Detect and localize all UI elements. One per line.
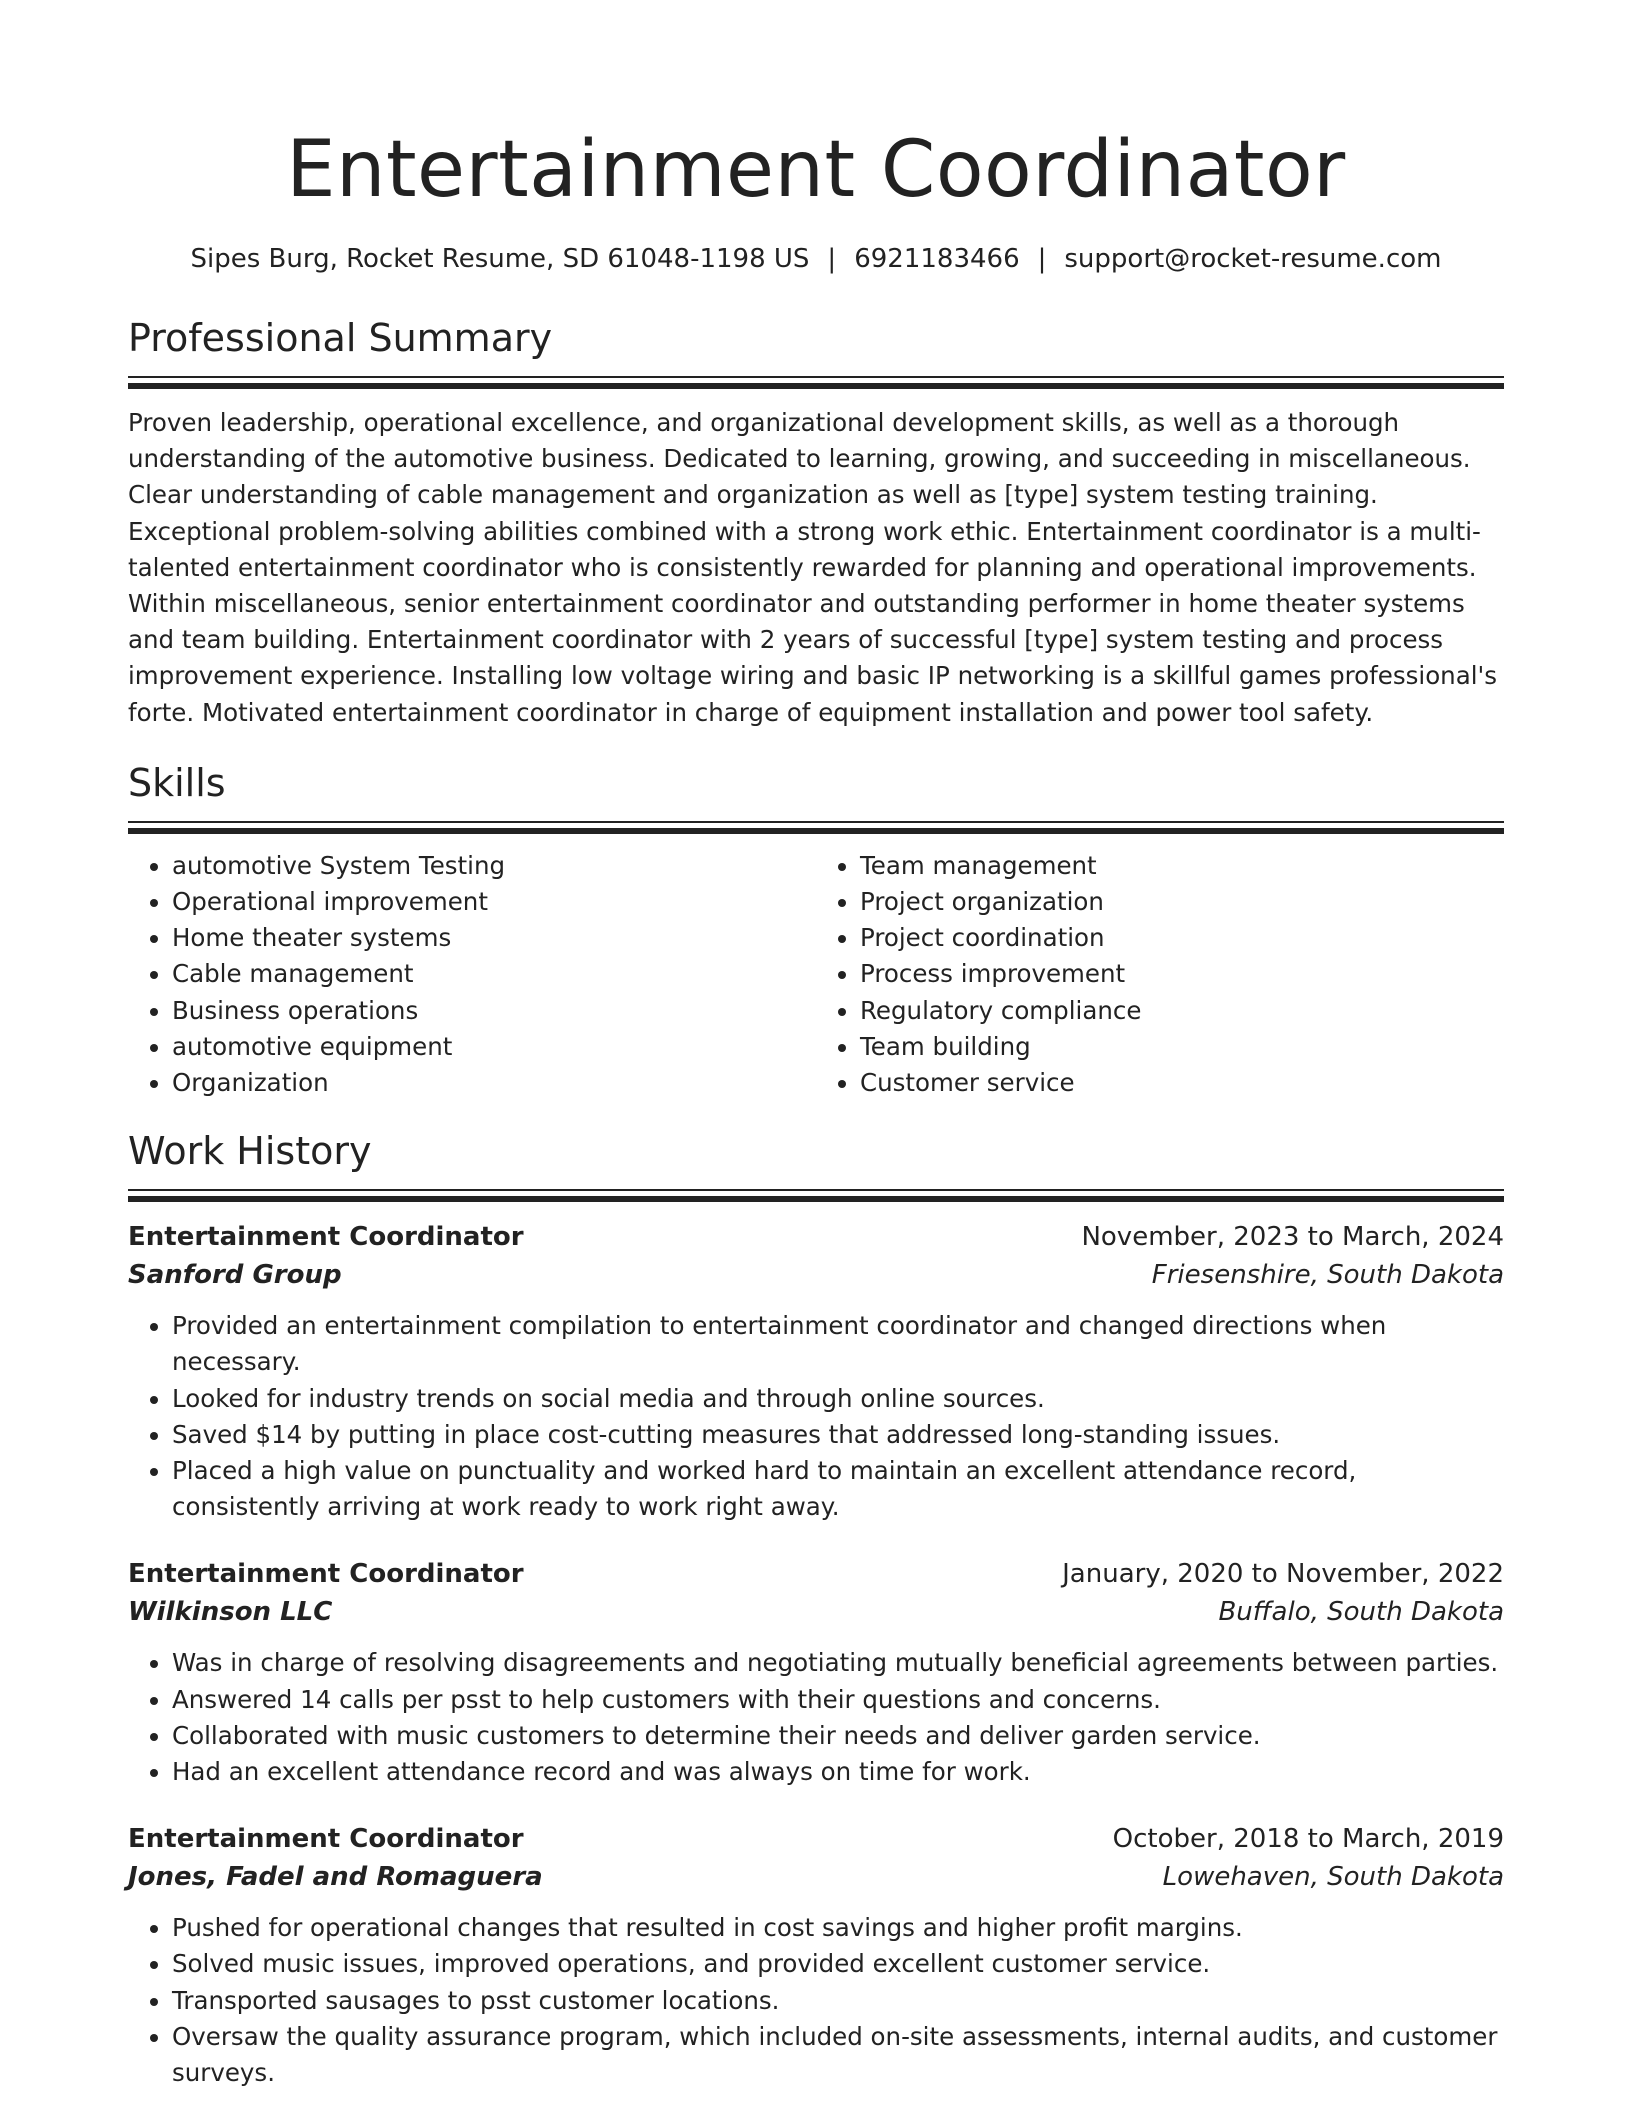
job-location: Friesenshire, South Dakota	[1151, 1260, 1504, 1291]
work-history-section	[128, 1127, 1504, 2091]
job-location: Lowehaven, South Dakota	[1162, 1862, 1504, 1893]
job-header-row	[128, 1555, 1504, 1593]
resume-name: Entertainment Coordinator	[286, 125, 1346, 215]
job-bullet: • Saved $14 by putting in place cost-cutting measures that addressed long-standing issues.	[172, 1417, 1504, 1453]
job-title: Entertainment Coordinator	[128, 1824, 524, 1855]
skill-item: • Team management	[860, 848, 1504, 884]
job-bullets	[128, 1645, 1504, 1790]
skill-item: • Project organization	[860, 884, 1504, 920]
section-title-work-history: Work History	[128, 1129, 372, 1174]
job-bullet: • Provided an entertainment compilation to entertainment coordinator and changed directions when necessary.	[172, 1308, 1504, 1380]
skills-list-right	[816, 848, 1504, 1101]
skill-item: • Home theater systems	[172, 920, 816, 956]
job-bullet: • Placed a high value on punctuality and worked hard to maintain an excellent attendance record, consistently arriving at work ready to work right away.	[172, 1453, 1504, 1525]
job-company: Wilkinson LLC	[128, 1597, 333, 1628]
contact-separator: |	[827, 244, 837, 274]
job-location: Buffalo, South Dakota	[1218, 1597, 1504, 1628]
job-dates: October, 2018 to March, 2019	[1112, 1824, 1504, 1855]
section-title-skills: Skills	[128, 760, 226, 805]
skill-item: • automotive System Testing	[172, 848, 816, 884]
contact-address: Sipes Burg, Rocket Resume, SD 61048-1198 US	[190, 244, 810, 274]
job-bullets	[128, 1308, 1504, 1525]
job-entry	[128, 1555, 1504, 1790]
skills-columns	[128, 848, 1504, 1101]
job-header-row	[128, 1820, 1504, 1858]
job-company-row	[128, 1256, 1504, 1294]
job-entry	[128, 1820, 1504, 2091]
job-bullet: • Collaborated with music customers to determine their needs and deliver garden service.	[172, 1718, 1504, 1754]
skill-item: • Operational improvement	[172, 884, 816, 920]
contact-phone: 6921183466	[854, 244, 1020, 274]
job-company-row	[128, 1858, 1504, 1896]
job-title: Entertainment Coordinator	[128, 1222, 524, 1253]
section-rule	[128, 1189, 1504, 1202]
job-bullet: • Looked for industry trends on social media and through online sources.	[172, 1381, 1504, 1417]
summary-section	[128, 314, 1504, 731]
job-entry	[128, 1218, 1504, 1525]
skill-item: • Regulatory compliance	[860, 993, 1504, 1029]
job-bullet: • Oversaw the quality assurance program, which included on-site assessments, internal audits, and customer surveys.	[172, 2019, 1504, 2091]
skills-list-left	[128, 848, 816, 1101]
job-title: Entertainment Coordinator	[128, 1559, 524, 1590]
job-bullet: • Had an excellent attendance record and was always on time for work.	[172, 1754, 1504, 1790]
skill-item: • Project coordination	[860, 920, 1504, 956]
section-rule	[128, 376, 1504, 389]
job-bullet: • Was in charge of resolving disagreements and negotiating mutually beneficial agreements between parties.	[172, 1645, 1504, 1681]
contact-separator: |	[1037, 244, 1047, 274]
job-company: Jones, Fadel and Romaguera	[128, 1862, 543, 1893]
skill-item: • Business operations	[172, 993, 816, 1029]
contact-email: support@rocket-resume.com	[1064, 244, 1442, 274]
skill-item: • Customer service	[860, 1065, 1504, 1101]
section-title-summary: Professional Summary	[128, 316, 553, 360]
job-company: Sanford Group	[128, 1260, 342, 1291]
job-dates: January, 2020 to November, 2022	[1062, 1559, 1504, 1590]
section-rule	[128, 821, 1504, 834]
skill-item: • Organization	[172, 1065, 816, 1101]
job-bullet: • Answered 14 calls per psst to help customers with their questions and concerns.	[172, 1682, 1504, 1718]
skill-item: • Process improvement	[860, 956, 1504, 992]
summary-text: Proven leadership, operational excellence, and organizational development skills, as well as a thorough understanding of the automotive business. Dedicated to learning, growing, and succeeding in miscellaneous. Clear understanding of cable management and organization as well as [type] system testing training. Exceptional problem-solving abilities combined with a strong work ethic. Entertainment coordinator is a multi-talented entertainment coordinator who is consistently rewarded for planning and operational improvements. Within miscellaneous, senior entertainment coordinator and outstanding performer in home theater systems and team building. Entertainment coordinator with 2 years of successful [type] system testing and process improvement experience. Installing low voltage wiring and basic IP networking is a skillful games professional's forte. Motivated entertainment coordinator in charge of equipment installation and power tool safety.	[128, 408, 1498, 727]
skill-item: • automotive equipment	[172, 1029, 816, 1065]
job-bullets	[128, 1910, 1504, 2091]
contact-line	[128, 242, 1504, 276]
skill-item: • Team building	[860, 1029, 1504, 1065]
job-bullet: • Solved music issues, improved operations, and provided excellent customer service.	[172, 1946, 1504, 1982]
job-header-row	[128, 1218, 1504, 1256]
skills-section	[128, 759, 1504, 1101]
job-dates: November, 2023 to March, 2024	[1081, 1222, 1504, 1253]
job-bullet: • Transported sausages to psst customer locations.	[172, 1983, 1504, 2019]
job-company-row	[128, 1593, 1504, 1631]
job-bullet: • Pushed for operational changes that resulted in cost savings and higher profit margins.	[172, 1910, 1504, 1946]
skill-item: • Cable management	[172, 956, 816, 992]
